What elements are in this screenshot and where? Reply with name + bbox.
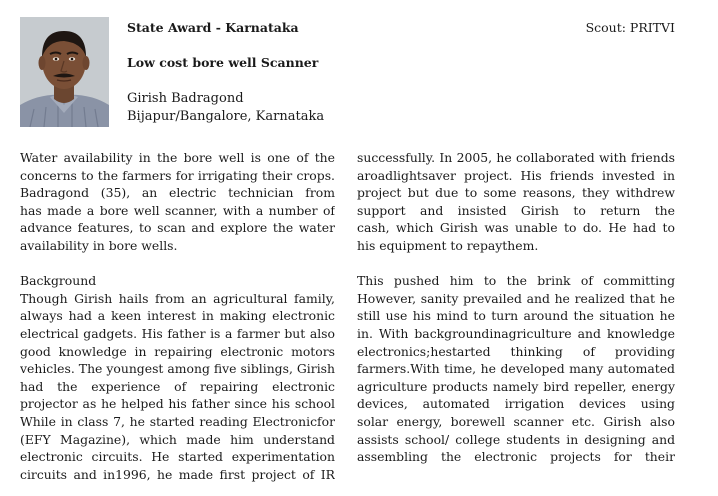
text-line: This pushed him to the brink of committing xyxy=(357,273,675,289)
text-line: vehicles. The youngest among five siblings, Girish xyxy=(20,361,335,377)
portrait-photo xyxy=(20,17,109,127)
left-column xyxy=(20,149,335,483)
background-heading: Background xyxy=(20,273,97,289)
text-line: concerns to the farmers for irrigating their crops. xyxy=(20,167,335,183)
text-line: Badragond (35), an electric technician from xyxy=(20,185,335,201)
scout-label: Scout: PRITVI xyxy=(585,20,675,35)
text-line: electronics;hestarted thinking of providing xyxy=(357,343,675,359)
spacer xyxy=(20,255,335,273)
text-line: farmers.With time, he developed many automated xyxy=(357,361,675,377)
text-line: agriculture products namely bird repeller, energy xyxy=(357,378,675,394)
text-line: in. With backgroundinagriculture and knowledge xyxy=(357,325,675,341)
text-line: Though Girish hails from an agricultural family, xyxy=(20,290,335,306)
text-line: aroadlightsaver project. His friends invested in xyxy=(357,167,675,183)
text-line: Water availability in the bore well is one of the xyxy=(20,150,335,165)
person-name: Girish Badragond xyxy=(127,91,244,106)
text-line: good knowledge in repairing electronic motors xyxy=(20,343,335,359)
project-title: Low cost bore well Scanner xyxy=(127,55,319,70)
paragraph-1 xyxy=(357,149,675,255)
text-line: (EFY Magazine), which made him understand xyxy=(20,431,335,447)
paragraph-2 xyxy=(357,272,675,466)
text-line: circuits and in1996, he made first project of IR xyxy=(20,466,335,482)
text-line: advance features, to scan and explore the water xyxy=(20,220,335,236)
text-line: support and insisted Girish to return the xyxy=(357,202,675,218)
text-line: successfully. In 2005, he collaborated with friends xyxy=(357,150,675,165)
text-line: his equipment to repaythem. xyxy=(357,237,539,253)
text-line: had the experience of repairing electronic xyxy=(20,378,335,394)
right-column xyxy=(357,149,675,466)
person-location: Bijapur/Bangalore, Karnataka xyxy=(127,109,325,124)
text-line: still use his mind to turn around the situation he xyxy=(357,308,675,324)
text-line: assembling the electronic projects for their xyxy=(357,449,675,465)
text-line: always had a keen interest in making electronic xyxy=(20,308,335,324)
text-line: solar energy, borewell scanner etc. Girish also xyxy=(357,413,675,429)
text-line: availability in bore wells. xyxy=(20,237,178,253)
text-line: has made a bore well scanner, with a number of xyxy=(20,202,335,218)
text-line: projector as he helped his father since his school xyxy=(20,396,335,412)
text-line: project but due to some reasons, they withdrew xyxy=(357,185,675,201)
text-line: While in class 7, he started reading Electronicfor xyxy=(20,413,335,429)
text-line: cash, which Girish was unable to do. He had to xyxy=(357,220,675,236)
text-line: electrical gadgets. His father is a farmer but also xyxy=(20,325,335,341)
spacer xyxy=(357,255,675,273)
text-line: assists school/ college students in designing and xyxy=(357,431,675,447)
intro-paragraph xyxy=(20,149,335,255)
background-section xyxy=(20,272,335,483)
text-line: electronic circuits. He started experimentation xyxy=(20,449,335,465)
award-title: State Award - Karnataka xyxy=(127,20,299,35)
text-line: devices, automated irrigation devices using xyxy=(357,396,675,412)
text-line: However, sanity prevailed and he realized that he xyxy=(357,290,675,306)
portrait-illustration xyxy=(20,17,109,127)
